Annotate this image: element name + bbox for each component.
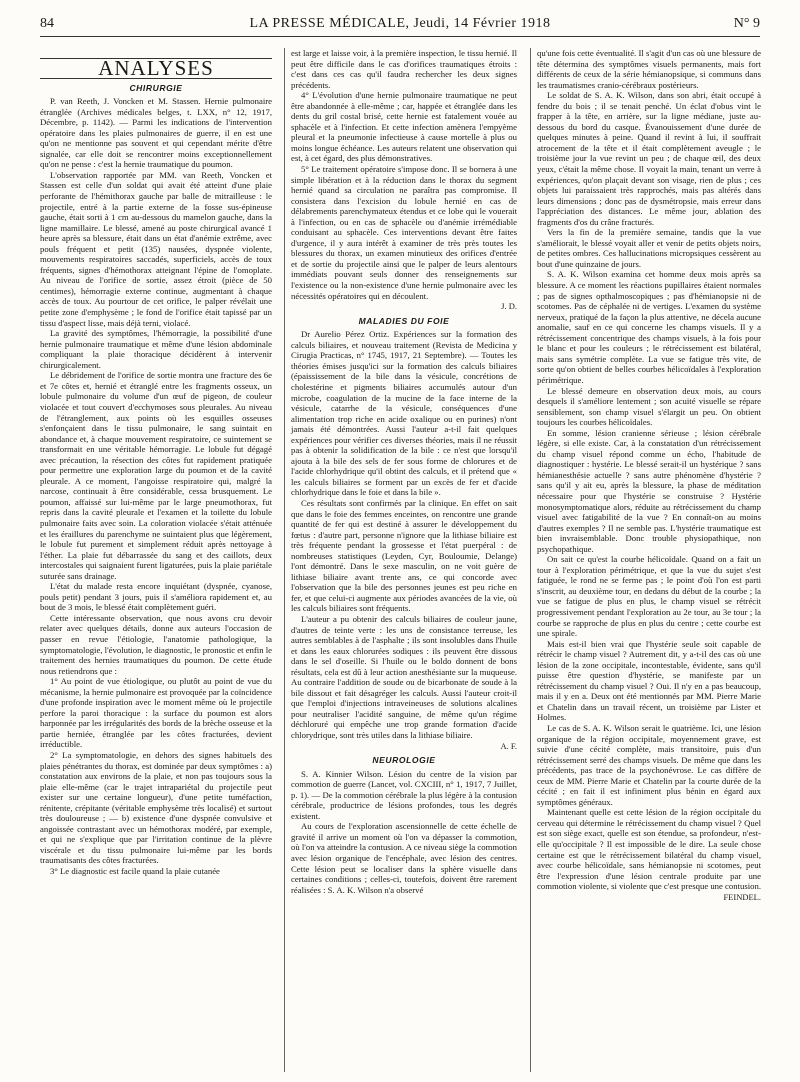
- author-signature: FEINDEL.: [723, 891, 761, 902]
- paragraph: Vers la fin de la première semaine, tandis que la vue s'améliorait, le blessé voyait aller et venir de petits objets noirs, de petites ombres. Ces hallucinations micropsiques cessèrent au bout d'une quinzaine de jours.: [537, 227, 761, 269]
- paragraph: 2° La symptomatologie, en dehors des signes habituels des plaies pénétrantes du thorax, est dominée par deux symptômes : a) constatation aux environs de la plaie, et non pas toujours sous la plaie elle-même (car le trajet intrapariétal du projectile peut exister sur une certaine longueur), d'une petite tuméfaction, rénitente, crépitante (véritable emphysème très localisé) et surtout très douloureuse ; — b) existence d'une dyspnée convulsive et angoissée contrastant avec un hémothorax modéré, par exemple, et qui ne s'explique que par l'irritation continue de la plèvre viscérale et du tissu pulmonaire lui-même par les bords traumatisants des côtes fracturées.: [40, 750, 272, 866]
- section-chirurgie: CHIRURGIE: [129, 82, 183, 93]
- paragraph: P. van Reeth, J. Voncken et M. Stassen. Hernie pulmonaire étranglée (Archives médicales belges, t. LXX, n° 12, 1917, Décembre, p. 1142). — Parmi les indications de l'intervention opératoire dans les plaies pulmonaires de guerre, il en est une qu'on ne mentionne pas souvent et qui cependant mérite d'être signalée, car elle doit se rencontrer moins exceptionnellement qu'on ne pense : c'est la hernie traumatique du poumon.: [40, 96, 272, 170]
- paragraph: Cette intéressante observation, que nous avons cru devoir relater avec quelques détails, donne aux auteurs l'occasion de passer en revue l'étiologie, l'anatomie pathologique, la symptomatologie, l'évolution, le diagnostic, le pronostic et enfin le traitement des hernies traumatiques du poumon. De cette étude nous retiendrons que :: [40, 612, 272, 676]
- section-neurologie: NEUROLOGIE: [372, 755, 436, 766]
- paragraph: 3° Le diagnostic est facile quand la plaie cutanée: [50, 866, 220, 877]
- page-number: 84: [40, 16, 54, 31]
- paragraph: qu'une fois cette éventualité. Il s'agit d'un cas où une blessure de tête détermina des symptômes visuels permanents, mais fort différents de ceux de la série hémianopsique, si communs dans les traumatismes cranio-cérébraux postérieurs.: [537, 48, 761, 90]
- section-heading-analyses: ANALYSES: [40, 58, 272, 79]
- paragraph: S. A. Kinnier Wilson. Lésion du centre de la vision par commotion de guerre (Lancet, vol. CXCIII, n° 1, 1917, 7 Juillet, p. 1). — De la commotion cérébrale la plus légère à la contusion cérébrale, productrice de lésions profondes, tous les degrés existent.: [291, 768, 517, 821]
- paragraph: L'observation rapportée par MM. van Reeth, Voncken et Stassen est celle d'un soldat qui avait été atteint d'une plaie perforante de l'hémithorax gauche par balle de mitrailleuse : le projectile, entré à la partie externe de la fosse sus-épineuse gauche, était sorti à 1 cm au-dessous du mamelon gauche, dans la ligne mamillaire. Le blessé, amené au poste chirurgical avancé 1 heure après sa blessure, était dans un état d'anémie extrême, avec pouls fréquent et petit (135) nausées, dyspnée violente, mouvements respiratoires saccadés, superficiels, accès de toux fréquents, signes d'hémothorax atteignant l'épine de l'omoplate. Au niveau de l'orifice de sortie, assez étroit (pièce de 50 centimes), hémorragie externe continue, augmentant à chaque accès de toux. Au pourtour de cet orifice, le palper révélait une petite zone d'emphysème ; le fond de l'orifice était tapissé par un tissu d'aspect lisse, mais déjà terni, violacé.: [40, 169, 272, 328]
- issue-number: N° 9: [733, 16, 760, 31]
- paragraph: 4° L'évolution d'une hernie pulmonaire traumatique ne peut être abandonnée à elle-même ; car, happée et étranglée dans les dents du gril costal brisé, cette hernie est fatalement vouée au sphacèle et à l'infection. Et cette infection amènera l'empyème pleural et la pneumonie infectieuse à cause mortelle à plus ou moins longue échéance. Les auteurs relatent une observation qui est, à cet égard, des plus démonstratives.: [291, 90, 517, 164]
- paragraph: Mais est-il bien vrai que l'hystérie seule soit capable de rétrécir le champ visuel ? Autrement dit, y a-t-il des cas où une lésion de la zone occipitale, incontestable, évidente, sans qu'il puisse être question d'hystérie, se manifeste par un rétrécissement du champ visuel ? Oui. Il n'y en a pas beaucoup, mais il y en a. Deux ont été mentionnés par MM. Pierre Marie et Chatelin dans un travail récent, un troisième par Lister et Holmes.: [537, 638, 761, 723]
- paragraph: On sait ce qu'est la courbe hélicoïdale. Quand on a fait un tour à l'exploration périmétrique, et que la vue du sujet s'est fatiguée, le rond ne se ferme pas ; le point d'où l'on est parti s'inscrit, au deuxième tour, en dedans du début de la courbe ; la vue se fatigue de plus en plus, le champ visuel se rétrécit progressivement pendant l'exploration au 2e tour, au 3e tour ; la courbe se rapproche de plus en plus du centre ; cette courbe est une spirale.: [537, 554, 761, 639]
- paragraph: 5° Le traitement opératoire s'impose donc. Il se bornera à une simple libération et à la réduction dans le thorax du segment hernié quand sa circulation ne paraîtra pas compromise. Il consistera dans l'excision du lobule hernié en cas de délabrements parenchymateux étendus et ce lobe qui le vouerait à l'infection, ou en cas de sphacèle ou d'anémie irrémédiable conduisant au sphacèle. Ces interventions devant être faites d'urgence, il y aura intérêt à examiner de très près toutes les blessures du thorax, un examen minutieux des orifices d'entrée et de sortie du projectile ainsi que le palper de leurs alentours immédiats pouvant seuls donner des renseignements sur l'existence ou la non-existence d'une hernie pulmonaire avec les nécessités opératoires qui en découlent.: [291, 164, 517, 301]
- paragraph: est large et laisse voir, à la première inspection, le tissu hernié. Il peut être difficile dans le cas d'orifices traumatiques étroits : c'est dans ces cas qu'il faudra rechercher les deux signes précédents.: [291, 48, 517, 90]
- paragraph: Dr Aurelio Pérez Ortiz. Expériences sur la formation des calculs biliaires, et nouveau traitement (Revista de Medicina y Cirugia Practicas, n° 1745, 1917, 21 Septembre). — Toutes les théories émises jusqu'ici sur la formation des calculs biliaires (épaississement de la bile dans la vésicule, concrétions de cholestérine et pigments biliaires accumulés autour d'un microbe, coagulation de la mucine de la face interne de la vésicule, catarrhe de la vésicule, conséquences d'une alimentation trop riche en acide oxalique ou en purines) n'ont jamais été démontrées. Aussi l'auteur a-t-il fait quelques expériences pour vérifier ces diverses théories, mais il ne réussit pas à obtenir la solidification de la bile : ce n'est que lorsqu'il ajouta à la bile des sels de fer sous forme de chlorures et de l'acide chlorhydrique qu'il obtint des calculs, et il prétend que « les calculs biliaires se forment par un excès de fer et d'acide chlorhydrique dans le foie et dans la bile ».: [291, 329, 517, 498]
- section-maladies-du-foie: MALADIES DU FOIE: [358, 315, 450, 326]
- article-columns: [40, 48, 760, 1072]
- paragraph: Ces résultats sont confirmés par la clinique. En effet on sait que dans le foie des femmes enceintes, on rencontre une grande quantité de fer qui est destiné à assurer le développement du fœtus : d'autre part, personne n'ignore que la lithiase biliaire est très fréquente pendant la grossesse et l'état puerpéral : de nombreuses statistiques (Leyden, Cyr, Bouloumie, Delange) l'ont démontré. Dans le sexe masculin, on ne voit guère de lithiase biliaire avant trente ans, ce qui concorde avec l'observation que la bile des personnes jeunes est peu riche en fer, et que celui-ci augmente aux périodes avancées de la vie, où les calculs biliaires sont fréquents.: [291, 497, 517, 614]
- paragraph: S. A. K. Wilson examina cet homme deux mois après sa blessure. A ce moment les réactions pupillaires étaient normales ; pas de signes opthalmoscopiques ; pas d'hémianopsie ni de scotomes. Pas de céphalée ni de vertiges. L'examen du système nerveux, pratiqué de la façon la plus attentive, ne décela aucune anomalie, sauf en ce qui concerne les champs visuels. Il y a rétrécissement concentrique des champs visuels, à la fois pour le blanc et pour les couleurs ; le rétrécissement est bilatéral, mais sans symétrie complète. La vue se fatigue très vite, de sorte qu'on obtient de belles courbes hélicoïdales à l'exploration périmétrique.: [537, 269, 761, 385]
- paragraph: 1° Au point de vue étiologique, ou plutôt au point de vue du mécanisme, la hernie pulmonaire est provoquée par la coïncidence d'une profonde inspiration avec le moment même où le projectile perfore la paroi thoracique : la surface du poumon est alors harponnée par les irrégularités des bords de la brèche osseuse et la partie herniée, étranglée par les côtes fracturées, devient irréductible.: [40, 676, 272, 750]
- column-3: [530, 48, 761, 1072]
- column-1: [40, 48, 272, 1072]
- paragraph: Le débridement de l'orifice de sortie montra une fracture des 6e et 7e côtes et, hernié et étranglé entre les fragments osseux, un lobule pulmonaire du volume d'un œuf de pigeon, de couleur violacée et tout couvert d'ecchymoses sous pleurales. Au niveau de l'étranglement, aux points où les esquilles osseuses s'enfonçaient dans le tissu pulmonaire, le sang suintait en abondance et, à chaque mouvement respiratoire, ce suintement se transformait en une véritable hémorragie. Le lobule fut dégagé avec précaution, la résection des côtes fut rapidement pratiquée pour permettre une exploration large du poumon et de la cavité pleurale. A ce moment, l'angoisse respiratoire qui, malgré la narcose, continuait à être considérable, cessa brusquement. Le poumon, affaissé sur lui-même par le large pneumothorax, fut repris dans la cavité pleurale et l'examen et la toilette du lobule pulmonaire faits avec soin. La coloration violacée s'était atténuée et les éraillures du parenchyme ne suintaient plus que légèrement, le lobule fut purement et simplement réduit après nettoyage à l'éther. La plaie fut débarrassée du sang et des caillots, deux intercostales qui saignaient furent ligaturées, puis la plaie pariétale suturée sans drainage.: [40, 370, 272, 581]
- paragraph: Le blessé demeure en observation deux mois, au cours desquels il s'améliore lentement ; son acuité visuelle se répare sensiblement, son champ visuel s'élargit un peu. On obtient toujours les courbes hélicoïdales.: [537, 385, 761, 428]
- paragraph: L'auteur a pu obtenir des calculs biliaires de couleur jaune, d'autres de teinte verte : les uns de consistance terreuse, les autres semblables à de l'asphalte ; ils sont insolubles dans l'huile et dans les eaux chlorurées sodiques : ils peuvent être dissous dans le sel d'oseille. Si l'huile ou le boldo donnent de bons résultats, cela est dû à leur action anesthésiante sur la muqueuse. Au contraire l'addition de soude ou de bicarbonate de soude à la bile dissout et fait désagréger les calculs. Aussi l'auteur croit-il que l'emploi d'injections intraveineuses de solutions alcalines pour neutraliser l'acidité sanguine, de même qu'un régime déchloruré qui empêche une trop grande formation d'acide chlorydrique, sont très utiles dans la lithiase biliaire.: [291, 613, 517, 740]
- author-signature: A. F.: [500, 740, 517, 751]
- paragraph: Le soldat de S. A. K. Wilson, dans son abri, était occupé à fendre du bois ; il se tenait penché. Un éclat d'obus vint le frapper à la tête, en arrière, sur la ligne médiane, juste au-dessous du bord du casque. Évanouissement d'une durée de quelques minutes à peine. Quand il revint à lui, il souffrait atrocement de la tête et il était complètement aveugle ; le troisième jour la vue revint un peu ; de chaque œil, des deux yeux, c'était la même chose. Il voyait la main, tenant un verre à expériences, qu'on plaçait devant son visage, rien de plus ; ces objets lui paraissaient très rapprochés, mais pas altérés dans leurs dimensions ; donc pas de dysmétropsie, mais erreur dans l'appréciation des distances. Le même jour, ablation des fragments d'os du crâne fracturés.: [537, 90, 761, 227]
- paragraph: L'état du malade resta encore inquiétant (dyspnée, cyanose, pouls petit) pendant 3 jours, puis il s'améliora rapidement et, au bout de 3 mois, le blessé était complètement guéri.: [40, 581, 272, 613]
- paragraph: Maintenant quelle est cette lésion de la région occipitale du cerveau qui détermine le rétrécissement du champ visuel ? Quel est son siège exact, quelle est son étendue, sa profondeur, n'est-elle qu'occipitale ? Il est impossible de le dire. La seule chose certaine est que le rétrécissement bilatéral du champ visuel, avec courbe hélicoïdale, sans hémianopsie ni scotomes, peut être l'expression d'une lésion centrale produite par une commotion violente, si violente que c'est presque une contusion.: [537, 807, 761, 892]
- column-2: [284, 48, 517, 1072]
- running-header: [40, 14, 760, 37]
- author-signature: J. D.: [501, 301, 517, 312]
- paragraph: La gravité des symptômes, l'hémorragie, la possibilité d'une hernie pulmonaire traumatique et même d'une lésion abdominale compliquant la plaie thoracique décidèrent à intervenir chirurgicalement.: [40, 328, 272, 370]
- journal-title: LA PRESSE MÉDICALE, Jeudi, 14 Février 1918: [249, 16, 551, 31]
- paragraph: En somme, lésion cranienne sérieuse ; lésion cérébrale légère, si elle existe. Car, à la constatation d'un rétrécissement du champ visuel répond comme un écho, l'habitude de diagnostiquer : hystérie. Le blessé serait-il un hystérique ? sans hémianesthésie actuelle ? sans autre phénomène d'hystérie ? sans qu'il y ait eu, après la blessure, la phase de méditation nécessaire pour que l'hystérie se construise ? Hystérie monosymptomatique alors, réduite au rétrécissement du champ visuel avec fatigabilité de la vue ? En connaît-on au moins d'autres exemples ? Il ne semble pas. L'hystérie traumatique est bien invraisemblable. Donc trouble physiopathique, non psychopathique.: [537, 427, 761, 554]
- paragraph: Le cas de S. A. K. Wilson serait le quatrième. Ici, une lésion organique de la région occipitale, moyennement grave, est suivie d'une cécité complète, mais transitoire, puis d'un rétrécissement serré des champs visuels. De même que dans les précédents, pas trace de la psychonévrose. Le cas diffère de ceux de MM. Pierre Marie et Chatelin par la courte durée de la cécité ; en fait il est infiniment plus bénin en égard aux symptômes généraux.: [537, 723, 761, 807]
- paragraph: Au cours de l'exploration ascensionnelle de cette échelle de gravité il arrive un moment où l'on va dépasser la commotion, où l'on va atteindre la contusion. A ce niveau siège la commotion avec lésion organique de l'encéphale, avec lésion des centres. Cette lésion peut se localiser dans la sphère visuelle dans certaines conditions ; celles-ci, toutefois, doivent être rarement réalisées : S. A. K. Wilson n'a observé: [291, 821, 517, 895]
